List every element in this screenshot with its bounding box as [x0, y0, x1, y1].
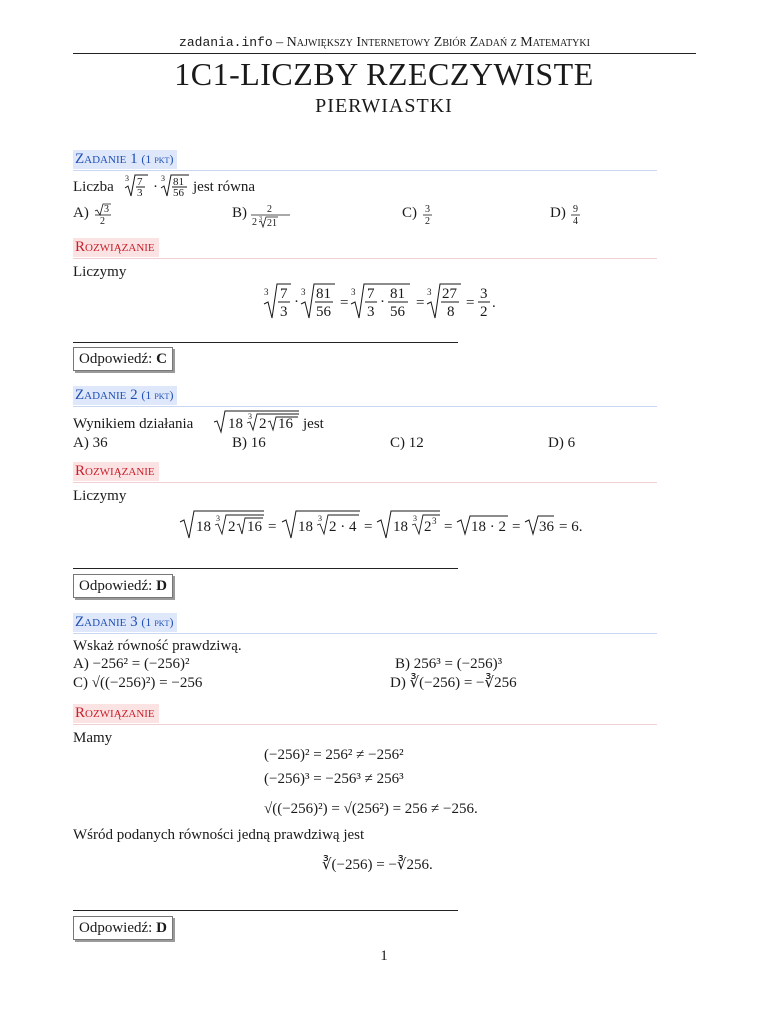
- svg-text:7: 7: [137, 176, 143, 188]
- svg-text:3: 3: [427, 287, 432, 297]
- task-3-option-b: B) 256³ = (−256)³: [395, 656, 503, 672]
- svg-text:3: 3: [351, 287, 356, 297]
- task-2-answer-box: Odpowiedź: D: [73, 574, 173, 598]
- task-2-heading: [73, 384, 657, 407]
- task-1-answer: C: [156, 351, 167, 367]
- svg-text:3: 3: [216, 514, 220, 523]
- svg-text:21: 21: [267, 218, 277, 228]
- task-3-question: Wskaż równość prawdziwą.: [73, 638, 242, 654]
- task-3-solution-heading: Rozwiązanie: [73, 702, 657, 725]
- svg-text:·: ·: [153, 179, 158, 195]
- task-2-separator: [73, 568, 458, 569]
- svg-text:Liczba: Liczba: [73, 179, 114, 195]
- svg-text:jest: jest: [303, 416, 324, 432]
- svg-text:56: 56: [173, 187, 184, 199]
- task-2-option-d: D) 6: [548, 435, 576, 451]
- svg-text:jest równa: jest równa: [193, 179, 256, 195]
- task-2-solution-heading: Rozwiązanie: [73, 460, 657, 483]
- svg-text:18: 18: [196, 519, 211, 535]
- svg-text:81: 81: [173, 176, 184, 188]
- task-3-option-a: A) −256² = (−256)²: [73, 656, 190, 672]
- task-2-option-a: A) 36: [73, 435, 108, 451]
- task-2-option-b: B) 16: [232, 435, 266, 451]
- svg-text:3: 3: [301, 287, 306, 297]
- svg-text:.: .: [492, 295, 496, 311]
- site-name: zadania.info: [179, 35, 273, 50]
- svg-text:3: 3: [137, 187, 143, 199]
- svg-text:3: 3: [248, 412, 252, 421]
- svg-text:2: 2: [259, 416, 267, 432]
- task-2-solution-intro: Liczymy: [73, 488, 127, 504]
- task-3-answer: D: [156, 920, 167, 936]
- task-1-option-d: [550, 202, 590, 231]
- svg-text:3: 3: [425, 204, 430, 215]
- svg-text:=: =: [466, 295, 475, 311]
- task-3-final-equation: ∛(−256) = −∛256.: [322, 857, 433, 873]
- task-1-question: [73, 172, 303, 200]
- svg-text:2: 2: [480, 304, 488, 320]
- task-2-question: [73, 408, 343, 434]
- svg-text:3: 3: [280, 304, 288, 320]
- svg-text:2 · 4: 2 · 4: [329, 519, 357, 535]
- task-2-solution-equation: [178, 508, 598, 542]
- svg-text:3: 3: [264, 287, 269, 297]
- page-subtitle: PIERWIASTKI: [315, 95, 453, 117]
- svg-text:2: 2: [228, 519, 236, 535]
- svg-text:·: ·: [380, 294, 385, 310]
- svg-text:56: 56: [390, 304, 405, 320]
- svg-text:18: 18: [298, 519, 313, 535]
- task-3-separator: [73, 910, 458, 911]
- svg-text:18: 18: [228, 416, 243, 432]
- svg-text:36: 36: [539, 519, 554, 535]
- svg-text:3: 3: [161, 174, 165, 183]
- svg-text:2: 2: [252, 217, 257, 228]
- page-title: 1C1-LICZBY RZECZYWISTE: [174, 56, 594, 92]
- svg-text:C): C): [402, 205, 417, 221]
- svg-text:2: 2: [100, 216, 105, 226]
- svg-text:·: ·: [294, 294, 299, 310]
- svg-text:3: 3: [432, 516, 437, 526]
- header-separator: –: [272, 35, 287, 50]
- task-1-title: Zadanie 1: [75, 151, 138, 167]
- task-1-answer-box: Odpowiedź: C: [73, 347, 173, 371]
- svg-text:7: 7: [280, 286, 288, 302]
- task-3-title: Zadanie 3: [75, 614, 138, 630]
- svg-text:3: 3: [104, 204, 109, 215]
- task-1-points: (1 pkt): [141, 152, 174, 166]
- task-3-option-d: D) ∛(−256) = −∛256: [390, 675, 517, 691]
- svg-text:Wynikiem działania: Wynikiem działania: [73, 416, 194, 432]
- svg-text:9: 9: [573, 204, 578, 215]
- svg-text:3: 3: [480, 286, 488, 302]
- svg-text:D): D): [550, 205, 566, 221]
- svg-text:18 · 2: 18 · 2: [471, 519, 506, 535]
- svg-text:2: 2: [424, 519, 432, 535]
- svg-text:=: =: [364, 519, 373, 535]
- svg-text:18: 18: [393, 519, 408, 535]
- svg-text:8: 8: [447, 304, 455, 320]
- task-1-separator: [73, 342, 458, 343]
- svg-text:3: 3: [413, 514, 417, 523]
- task-2-answer: D: [156, 578, 167, 594]
- task-2-option-c: C) 12: [390, 435, 424, 451]
- task-1-option-c: [402, 202, 442, 231]
- task-3-conclusion: Wśród podanych równości jedną prawdziwą jest: [73, 827, 365, 843]
- task-3-step-2: (−256)³ = −256³ ≠ 256³: [264, 771, 404, 787]
- svg-text:=: =: [268, 519, 277, 535]
- svg-text:56: 56: [316, 304, 331, 320]
- svg-text:=: =: [416, 295, 425, 311]
- task-1-heading: [73, 148, 657, 171]
- svg-text:81: 81: [390, 286, 405, 302]
- task-2-title: Zadanie 2: [75, 387, 138, 403]
- svg-text:3: 3: [125, 174, 129, 183]
- svg-text:7: 7: [367, 286, 375, 302]
- task-3-answer-box: Odpowiedź: D: [73, 916, 173, 940]
- svg-text:=: =: [340, 295, 349, 311]
- page-header: [73, 35, 696, 54]
- svg-text:B): B): [232, 205, 247, 221]
- svg-text:3: 3: [259, 216, 262, 222]
- svg-text:= 6.: = 6.: [559, 519, 583, 535]
- svg-text:81: 81: [316, 286, 331, 302]
- task-2-points: (1 pkt): [141, 388, 174, 402]
- svg-text:3: 3: [367, 304, 375, 320]
- svg-text:16: 16: [247, 519, 262, 535]
- page-number: 1: [380, 948, 388, 964]
- task-3-solution-intro: Mamy: [73, 730, 113, 746]
- svg-text:=: =: [512, 519, 521, 535]
- svg-text:=: =: [444, 519, 453, 535]
- svg-text:3: 3: [318, 514, 322, 523]
- svg-text:A): A): [73, 205, 89, 221]
- svg-text:2: 2: [267, 204, 272, 215]
- task-1-solution-equation: [258, 280, 518, 324]
- svg-text:4: 4: [573, 216, 578, 226]
- task-1-solution-heading: Rozwiązanie: [73, 236, 657, 259]
- task-3-points: (1 pkt): [141, 615, 174, 629]
- svg-text:27: 27: [442, 286, 457, 302]
- svg-text:16: 16: [278, 416, 293, 432]
- task-3-heading: [73, 611, 657, 634]
- svg-text:2: 2: [425, 216, 430, 226]
- task-3-step-3: √((−256)²) = √(256²) = 256 ≠ −256.: [264, 801, 478, 817]
- task-1-option-a: [73, 202, 133, 231]
- task-3-option-c: C) √((−256)²) = −256: [73, 675, 203, 691]
- header-tagline: Największy Internetowy Zbiór Zadań z Matematyki: [286, 35, 590, 50]
- task-1-solution-intro: Liczymy: [73, 264, 127, 280]
- task-3-step-1: (−256)² = 256² ≠ −256²: [264, 747, 404, 763]
- task-1-option-b: [232, 202, 312, 233]
